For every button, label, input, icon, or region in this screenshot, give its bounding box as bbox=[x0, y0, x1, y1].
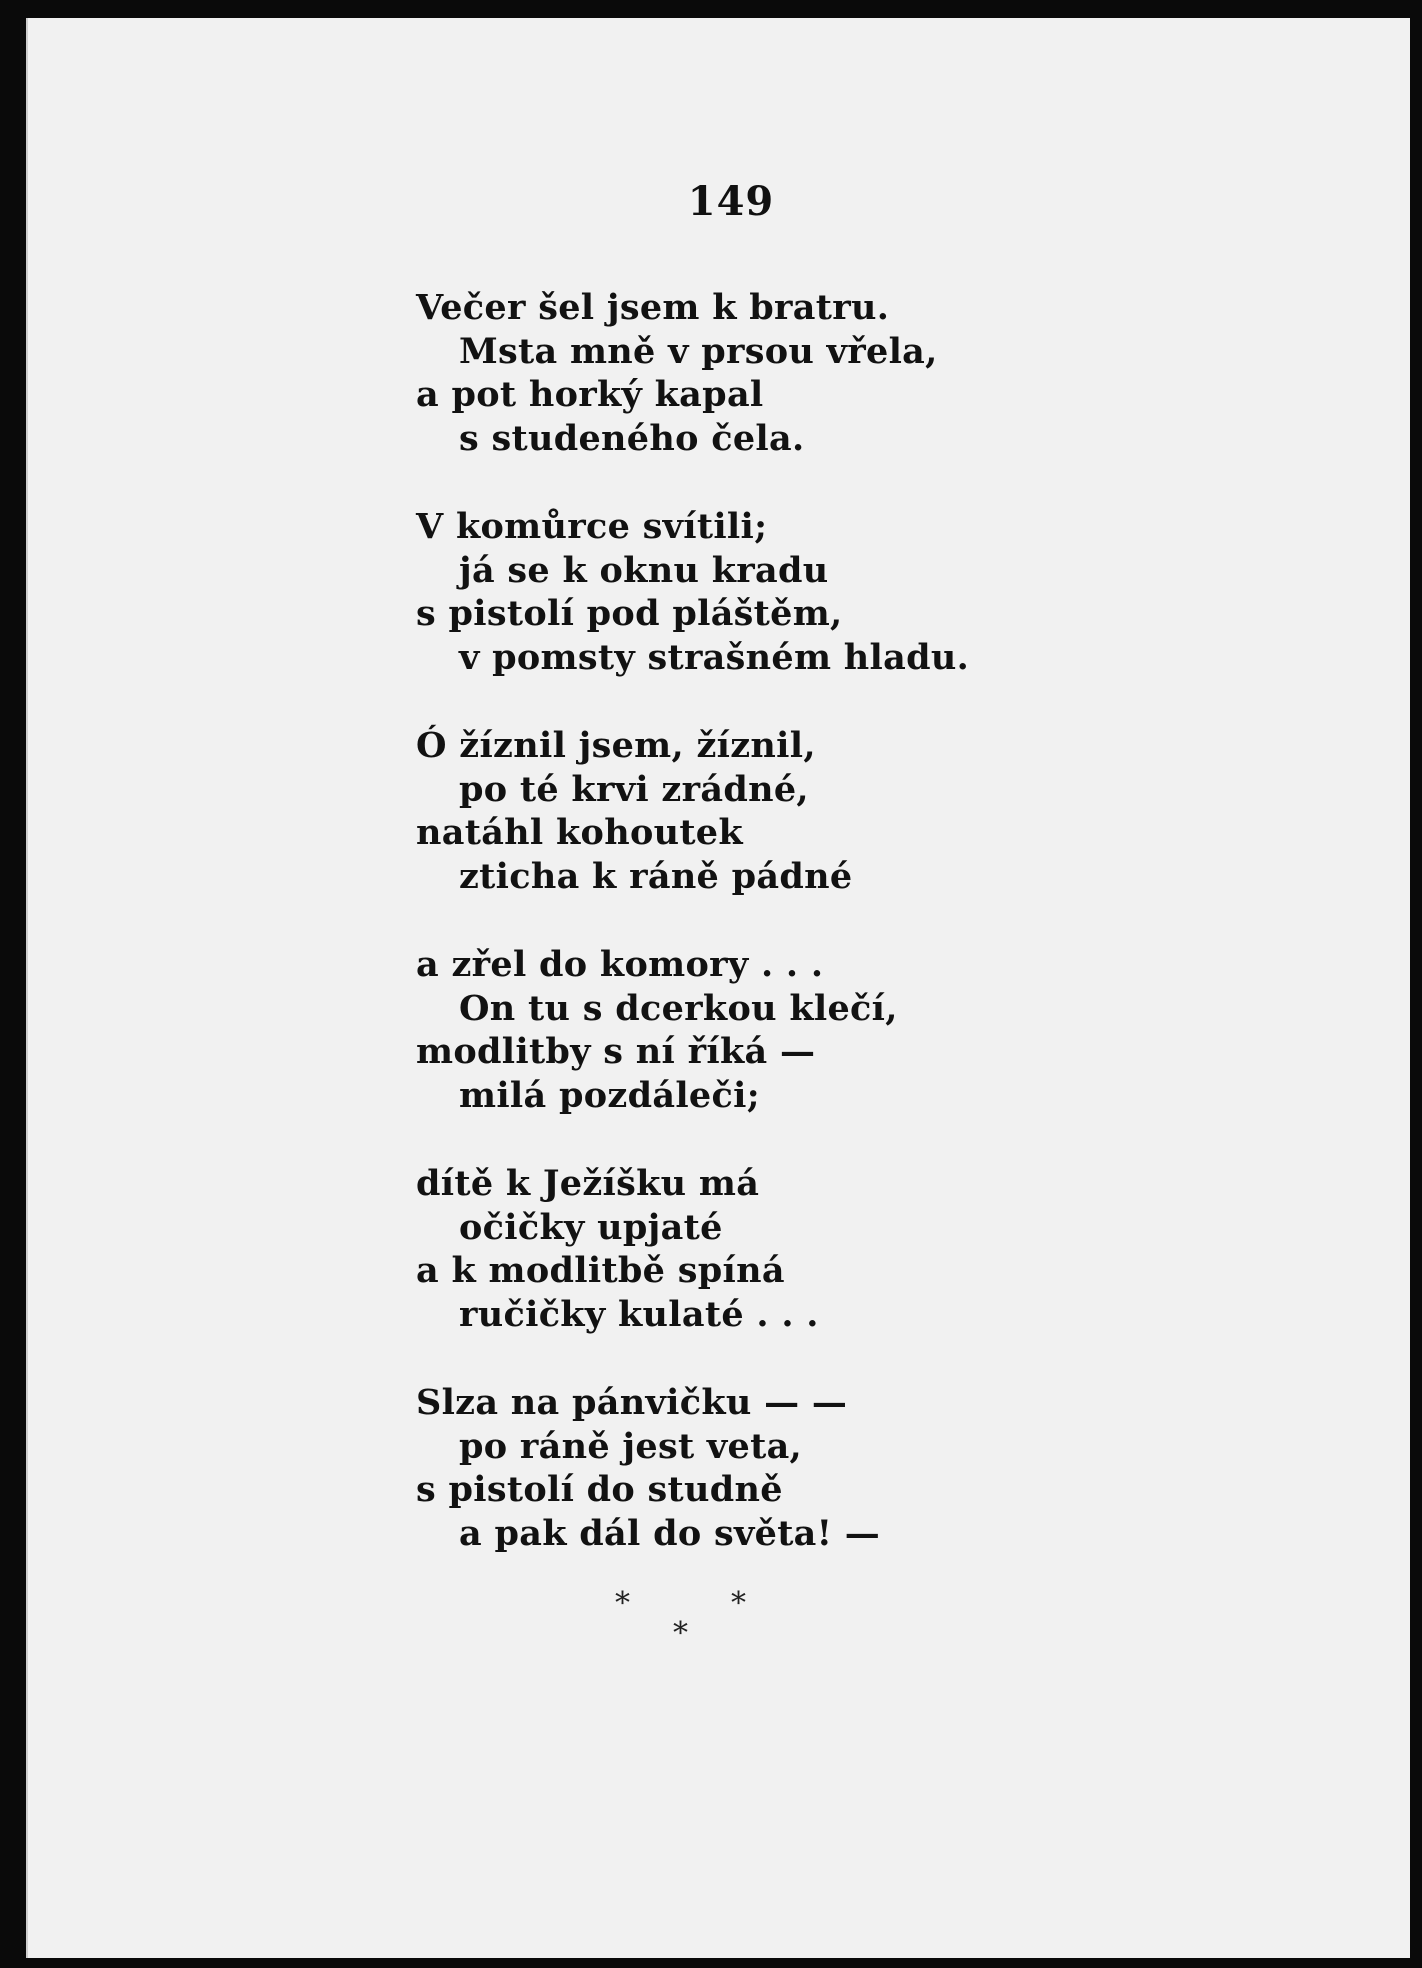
poem-line: Večer šel jsem k bratru. bbox=[416, 287, 890, 328]
poem-line: Slza na pánvičku — — bbox=[416, 1382, 848, 1423]
stanza-2 bbox=[416, 505, 969, 679]
poem-line: a k modlitbě spíná bbox=[416, 1250, 785, 1291]
stanza-3 bbox=[416, 724, 969, 898]
poem-line: očičky upjaté bbox=[459, 1206, 723, 1248]
stanza-4 bbox=[416, 943, 969, 1117]
poem-line: modlitby s ní říká — bbox=[416, 1031, 816, 1072]
poem-line: zticha k ráně pádné bbox=[459, 855, 853, 897]
poem-line: po té krvi zrádné, bbox=[459, 768, 809, 810]
poem-line: s pistolí do studně bbox=[416, 1469, 783, 1510]
poem-line: natáhl kohoutek bbox=[416, 812, 743, 853]
stanza-6 bbox=[416, 1381, 969, 1555]
poem-line: On tu s dcerkou klečí, bbox=[459, 987, 898, 1029]
asterism-section-break bbox=[603, 1586, 763, 1656]
asterisk-symbol: * bbox=[673, 1616, 688, 1651]
poem-line: v pomsty strašném hladu. bbox=[459, 636, 970, 678]
poem-line: ručičky kulaté . . . bbox=[459, 1293, 819, 1335]
poem-line: milá pozdáleči; bbox=[459, 1074, 760, 1116]
poem-line: já se k oknu kradu bbox=[459, 549, 829, 591]
poem bbox=[416, 286, 969, 1600]
poem-line: a pot horký kapal bbox=[416, 374, 764, 415]
poem-line: Ó žíznil jsem, žíznil, bbox=[416, 725, 816, 766]
poem-line: Msta mně v prsou vřela, bbox=[459, 330, 938, 372]
page-number: 149 bbox=[687, 178, 775, 225]
poem-line: dítě k Ježíšku má bbox=[416, 1163, 760, 1204]
poem-line: s studeného čela. bbox=[459, 417, 805, 459]
poem-line: a pak dál do světa! — bbox=[459, 1512, 881, 1554]
poem-line: V komůrce svítili; bbox=[416, 506, 768, 547]
stanza-1 bbox=[416, 286, 969, 460]
poem-line: po ráně jest veta, bbox=[459, 1425, 803, 1467]
asterisk-symbol: * bbox=[615, 1586, 630, 1621]
poem-line: a zřel do komory . . . bbox=[416, 944, 824, 985]
poem-line: s pistolí pod pláštěm, bbox=[416, 593, 843, 634]
book-page bbox=[26, 18, 1410, 1958]
asterisk-symbol: * bbox=[731, 1586, 746, 1621]
stanza-5 bbox=[416, 1162, 969, 1336]
